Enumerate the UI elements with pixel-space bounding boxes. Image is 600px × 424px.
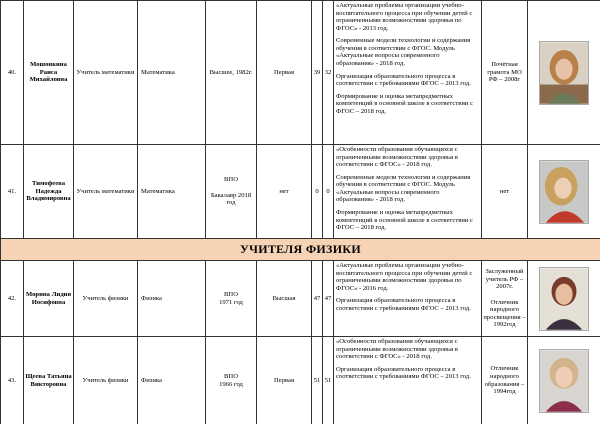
teacher-category: Высшая bbox=[257, 261, 312, 337]
course-item: «Актуальные проблемы организации учебно-воспитательного процесса при обучении детей с ограниченными возможностями здоровья по ФГОС» - 2013 год. bbox=[336, 2, 473, 32]
section-title: УЧИТЕЛЯ ФИЗИКИ bbox=[1, 239, 600, 261]
teacher-photo bbox=[539, 160, 589, 224]
row-number: 43. bbox=[1, 337, 24, 424]
teacher-name: Морина Лидия Иосифовна bbox=[24, 261, 74, 337]
course-item: Организация образовательного процесса в соответствии с требованиями ФГОС – 2013 год. bbox=[336, 72, 471, 88]
course-item: Формирование и оценка метапредметных компетенций в основной школе в соответствии с ФГОС – 2018 год. bbox=[336, 209, 473, 232]
teacher-photo-cell bbox=[528, 337, 600, 424]
course-item: Современные модели технологии и содержания обучения в соответствии с ФГОС. Модуль «Актуальные вопросы современного образования» - 2018 год. bbox=[336, 37, 471, 68]
course-item: Организация образовательного процесса в соответствии с требованиями ФГОС – 2013 год. bbox=[336, 297, 471, 312]
experience-pedagogical: 47 bbox=[323, 261, 334, 337]
row-number: 41. bbox=[1, 145, 24, 239]
teacher-name: Тимофеева Надежда Владимировна bbox=[24, 145, 74, 239]
teacher-subject: Физика bbox=[138, 337, 206, 424]
teacher-position: Учитель математики bbox=[74, 145, 138, 239]
teacher-education: ВПО 1971 год bbox=[206, 261, 257, 337]
experience-total: 51 bbox=[312, 337, 323, 424]
course-item: «Особенности образования обучающихся с ограниченными возможностями здоровья в соответствии с ФГОС» - 2018 год. bbox=[336, 146, 458, 169]
table-row bbox=[1, 1, 600, 145]
teacher-name: Мошонкина Раиса Михайловна bbox=[24, 1, 74, 145]
section-header-row bbox=[1, 239, 600, 261]
teacher-category: Первая bbox=[257, 1, 312, 145]
course-item: «Актуальные проблемы организации учебно-воспитательного процесса при обучении детей с ограниченными возможностями здоровья по ФГОС» - 2016 год. bbox=[336, 262, 473, 292]
courses-list bbox=[334, 337, 482, 424]
teacher-awards: Почётная грамота МО РФ – 2008г bbox=[482, 1, 528, 145]
experience-pedagogical: 32 bbox=[323, 1, 334, 145]
courses-list bbox=[334, 145, 482, 239]
course-item: Формирование и оценка метапредметных компетенций в основной школе в соответствии с ФГОС – 2018 год. bbox=[336, 92, 473, 115]
table-row bbox=[1, 337, 600, 424]
teacher-education: ВПО 1966 год bbox=[206, 337, 257, 424]
table-row bbox=[1, 261, 600, 337]
teacher-photo bbox=[539, 349, 589, 413]
teacher-photo-cell bbox=[528, 261, 600, 337]
row-number: 40. bbox=[1, 1, 24, 145]
teacher-photo bbox=[539, 267, 589, 331]
teacher-subject: Физика bbox=[138, 261, 206, 337]
table-row bbox=[1, 145, 600, 239]
experience-pedagogical: 51 bbox=[323, 337, 334, 424]
course-item: «Особенности образования обучающихся с ограниченными возможностями здоровья в соответствии с ФГОС» - 2018 год. bbox=[336, 338, 458, 361]
teacher-awards: Заслуженный учитель РФ – 2007г. Отличник народного просвещения – 1992год bbox=[482, 261, 528, 337]
course-item: Организация образовательного процесса в соответствии с требованиями ФГОС – 2013 год. bbox=[336, 365, 471, 381]
teacher-category: нет bbox=[257, 145, 312, 239]
teacher-awards: нет bbox=[482, 145, 528, 239]
teacher-name: Щеева Татьяна Викторовна bbox=[24, 337, 74, 424]
teacher-photo bbox=[539, 41, 589, 105]
teacher-education: ВПО Бакалавр 2018 год bbox=[206, 145, 257, 239]
teacher-subject: Математика bbox=[138, 1, 206, 145]
teacher-education: Высшее, 1982г. bbox=[206, 1, 257, 145]
experience-total: 39 bbox=[312, 1, 323, 145]
teacher-category: Первая bbox=[257, 337, 312, 424]
courses-list bbox=[334, 261, 482, 337]
experience-total: 0 bbox=[312, 145, 323, 239]
row-number: 42. bbox=[1, 261, 24, 337]
teacher-photo-cell bbox=[528, 145, 600, 239]
teacher-position: Учитель математики bbox=[74, 1, 138, 145]
teacher-position: Учитель физики bbox=[74, 337, 138, 424]
teacher-awards: Отличник народного образования – 1994год bbox=[482, 337, 528, 424]
experience-total: 47 bbox=[312, 261, 323, 337]
teacher-position: Учитель физики bbox=[74, 261, 138, 337]
courses-list bbox=[334, 1, 482, 145]
teacher-subject: Математика bbox=[138, 145, 206, 239]
teacher-photo-cell bbox=[528, 1, 600, 145]
experience-pedagogical: 0 bbox=[323, 145, 334, 239]
course-item: Современные модели технологии и содержания обучения в соответствии с ФГОС. Модуль «Актуальные вопросы современного образования» - 2018 год. bbox=[336, 173, 471, 204]
